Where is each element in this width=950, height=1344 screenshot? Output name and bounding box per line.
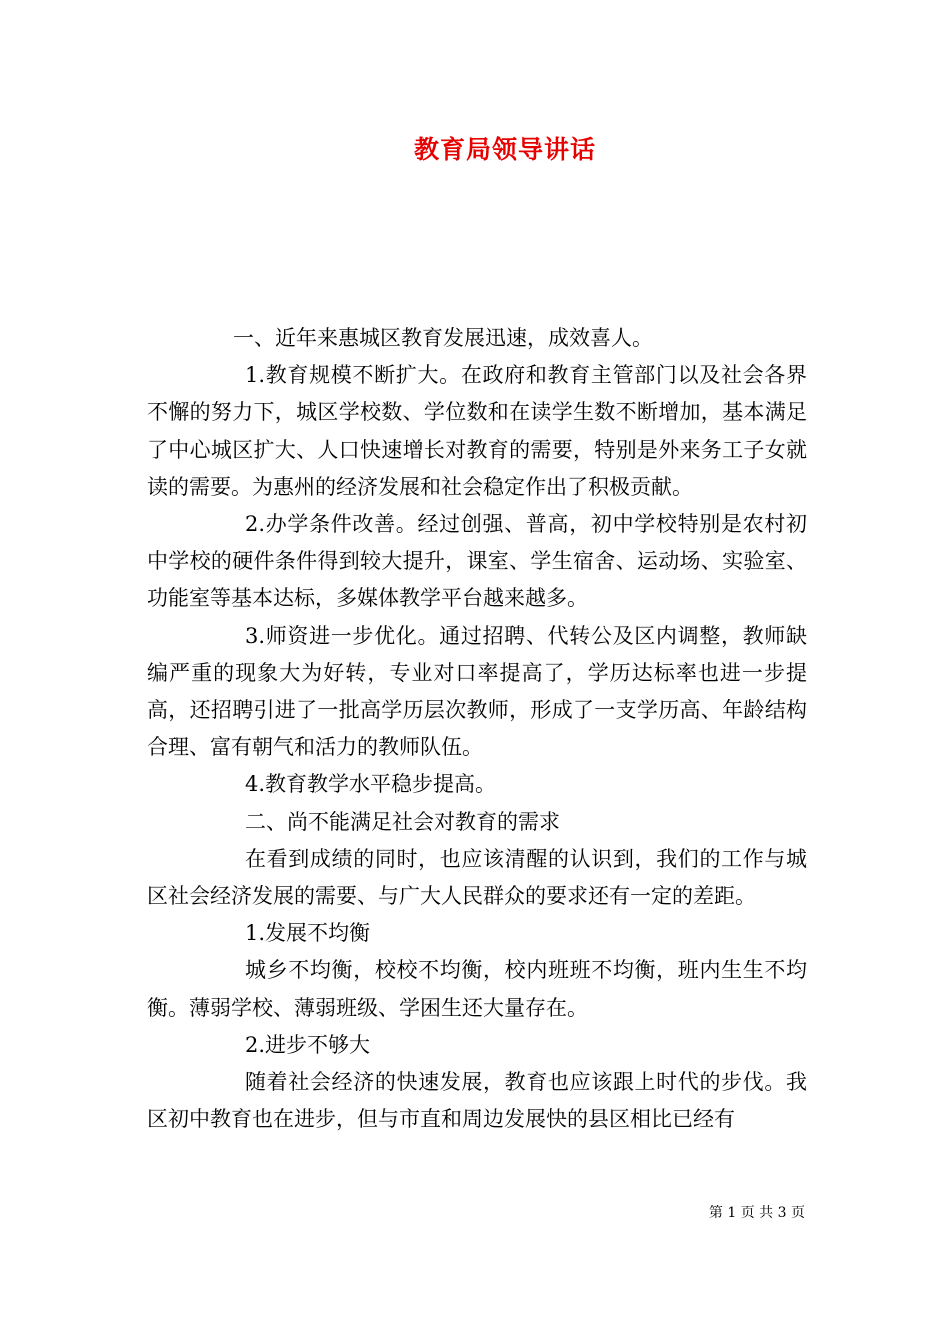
paragraph-progress: 随着社会经济的快速发展，教育也应该跟上时代的步伐。我区初中教育也在进步，但与市直和周边发展快的县区相比已经有 [147,1070,807,1132]
subheading-progress: 2.进步不够大 [245,1032,371,1057]
page-number: 第 1 页 共 3 页 [708,1205,805,1221]
document-body [147,320,807,1138]
document-title: 教育局领导讲话 [413,135,596,164]
paragraph-imbalance: 城乡不均衡，校校不均衡，校内班班不均衡，班内生生不均衡。薄弱学校、薄弱班级、学困生还大量存在。 [147,958,807,1020]
paragraph-teachers: 3.师资进一步优化。通过招聘、代转公及区内调整，教师缺编严重的现象大为好转，专业对口率提高了，学历达标率也进一步提高，还招聘引进了一批高学历层次教师，形成了一支学历高、年龄结构合理、富有朝气和活力的教师队伍。 [147,623,807,760]
paragraph-scale: 1.教育规模不断扩大。在政府和教育主管部门以及社会各界不懈的努力下，城区学校数、学位数和在读学生数不断增加，基本满足了中心城区扩大、人口快速增长对教育的需要，特别是外来务工子女就读的需要。为惠州的经济发展和社会稳定作出了积极贡献。 [147,363,807,499]
paragraph-conditions: 2.办学条件改善。经过创强、普高，初中学校特别是农村初中学校的硬件条件得到较大提升，课室、学生宿舍、运动场、实验室、功能室等基本达标，多媒体教学平台越来越多。 [147,512,807,611]
paragraph-teaching-level: 4.教育教学水平稳步提高。 [245,772,497,797]
section-heading-2: 二、尚不能满足社会对教育的需求 [245,809,560,834]
subheading-imbalance: 1.发展不均衡 [245,921,371,946]
paragraph-gap: 在看到成绩的同时，也应该清醒的认识到，我们的工作与城区社会经济发展的需要、与广大人民群众的要求还有一定的差距。 [147,846,807,909]
section-heading-1: 一、近年来惠城区教育发展迅速，成效喜人。 [233,326,653,350]
